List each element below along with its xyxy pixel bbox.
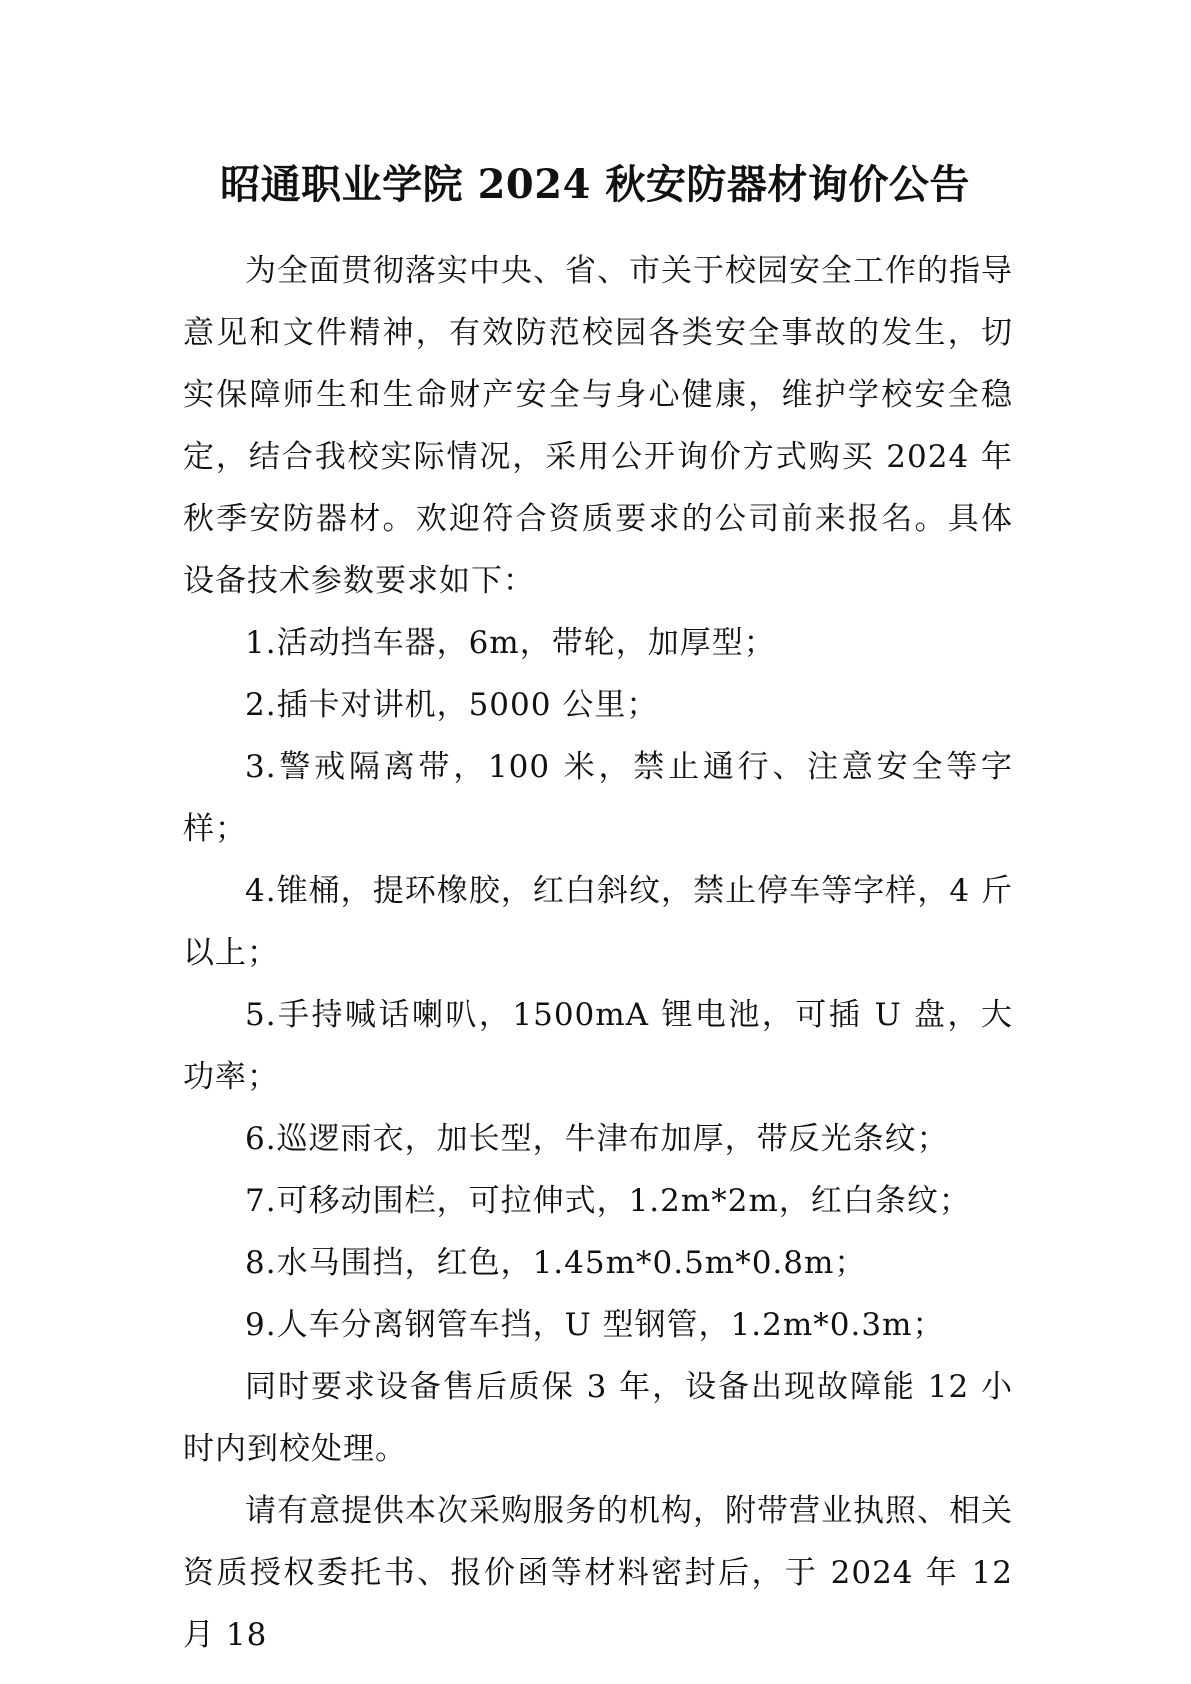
intro-paragraph: 为全面贯彻落实中央、省、市关于校园安全工作的指导意见和文件精神，有效防范校园各类安全事故的发生，切实保障师生和生命财产安全与身心健康，维护学校安全稳定，结合我校实际情况，采用公开询价方式购买 2024 年秋季安防器材。欢迎符合资质要求的公司前来报名。具体设备技术参数要求如下： bbox=[183, 253, 1013, 599]
requirement-item-7: 7.可移动围栏，可拉伸式，1.2m*2m，红白条纹； bbox=[245, 1183, 971, 1219]
requirement-item-1: 1.活动挡车器，6m，带轮，加厚型； bbox=[245, 625, 776, 661]
warranty-paragraph: 同时要求设备售后质保 3 年，设备出现故障能 12 小时内到校处理。 bbox=[183, 1369, 1013, 1467]
requirement-item-5: 5.手持喊话喇叭，1500mA 锂电池，可插 U 盘，大功率； bbox=[183, 997, 1013, 1095]
requirement-item-3: 3.警戒隔离带，100 米，禁止通行、注意安全等字样； bbox=[183, 749, 1013, 847]
requirement-item-2: 2.插卡对讲机，5000 公里； bbox=[245, 687, 659, 723]
submission-paragraph: 请有意提供本次采购服务的机构，附带营业执照、相关资质授权委托书、报价函等材料密封后，于 2024 年 12 月 18 bbox=[183, 1493, 1013, 1653]
requirement-item-4: 4.锥桶，提环橡胶，红白斜纹，禁止停车等字样，4 斤以上； bbox=[183, 873, 1013, 971]
requirement-item-8: 8.水马围挡，红色，1.45m*0.5m*0.8m； bbox=[245, 1245, 867, 1281]
requirement-item-9: 9.人车分离钢管车挡，U 型钢管，1.2m*0.3m； bbox=[245, 1307, 945, 1343]
requirement-item-6: 6.巡逻雨衣，加长型，牛津布加厚，带反光条纹； bbox=[245, 1121, 949, 1157]
document-body bbox=[183, 240, 1013, 1666]
document-title: 昭通职业学院 2024 秋安防器材询价公告 bbox=[220, 161, 970, 208]
